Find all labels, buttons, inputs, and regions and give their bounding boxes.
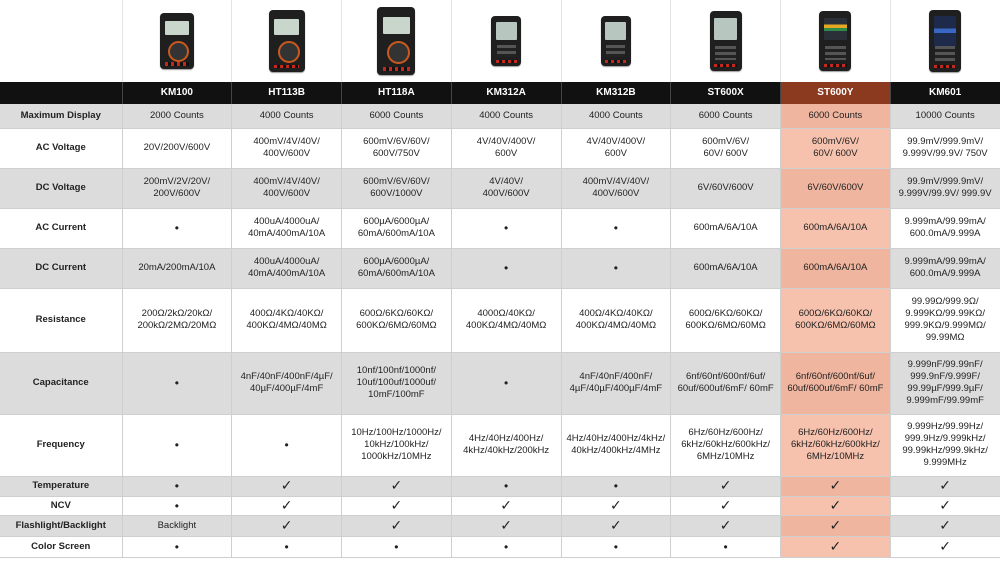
dot-icon: •: [561, 476, 671, 496]
spec-value: 6V/60V/600V: [781, 168, 891, 208]
check-icon: ✓: [232, 476, 342, 496]
dot-icon: •: [122, 208, 232, 248]
spec-value: 20mA/200mA/10A: [122, 248, 232, 288]
check-icon: ✓: [451, 515, 561, 536]
spec-value: 10Hz/100Hz/1000Hz/ 10kHz/100kHz/ 1000kHz/10MHz: [342, 414, 452, 476]
dot-icon: •: [122, 476, 232, 496]
header-blank-cell: [0, 82, 122, 104]
spec-row: [0, 128, 1000, 168]
check-icon: ✓: [561, 515, 671, 536]
corner-cell: [0, 0, 122, 82]
spec-value: 4000 Counts: [451, 104, 561, 128]
spec-value: 200mV/2V/20V/ 200V/600V: [122, 168, 232, 208]
spec-row: [0, 248, 1000, 288]
check-icon: ✓: [781, 536, 891, 557]
check-icon: ✓: [342, 496, 452, 515]
spec-value: 6000 Counts: [671, 104, 781, 128]
spec-value: 9.999nF/99.99nF/ 999.9nF/9.999F/ 99.99µF/999.9µF/ 9.999mF/99.99mF: [890, 352, 1000, 414]
spec-value: 400mV/4V/40V/ 400V/600V: [232, 168, 342, 208]
spec-value: 99.99Ω/999.9Ω/ 9.999KΩ/99.99KΩ/ 999.9KΩ/9.999MΩ/ 99.99MΩ: [890, 288, 1000, 352]
spec-value: 600Ω/6KΩ/60KΩ/ 600KΩ/6MΩ/60MΩ: [671, 288, 781, 352]
spec-value: 99.9mV/999.9mV/ 9.999V/99.9V/ 999.9V: [890, 168, 1000, 208]
spec-value: 600mV/6V/60V/ 600V/1000V: [342, 168, 452, 208]
check-icon: ✓: [671, 476, 781, 496]
dot-icon: •: [232, 536, 342, 557]
dot-icon: •: [451, 476, 561, 496]
spec-value: 600mA/6A/10A: [671, 248, 781, 288]
product-name: ST600X: [671, 82, 781, 104]
check-icon: ✓: [232, 515, 342, 536]
row-label: Color Screen: [0, 536, 122, 557]
multimeter-ht113b-icon: [269, 10, 305, 72]
dot-icon: •: [122, 536, 232, 557]
spec-value: 9.999mA/99.99mA/ 600.0mA/9.999A: [890, 248, 1000, 288]
check-icon: ✓: [781, 476, 891, 496]
spec-value: 6Hz/60Hz/600Hz/ 6kHz/60kHz/600kHz/ 6MHz/10MHz: [671, 414, 781, 476]
spec-value: 20V/200V/600V: [122, 128, 232, 168]
spec-row: [0, 515, 1000, 536]
check-icon: ✓: [671, 515, 781, 536]
spec-value: 600mA/6A/10A: [781, 208, 891, 248]
spec-value: 600mA/6A/10A: [671, 208, 781, 248]
spec-row: [0, 536, 1000, 557]
row-label: AC Current: [0, 208, 122, 248]
spec-value: 4000 Counts: [561, 104, 671, 128]
dot-icon: •: [232, 414, 342, 476]
check-icon: ✓: [451, 496, 561, 515]
spec-value: 400uA/4000uA/ 40mA/400mA/10A: [232, 208, 342, 248]
multimeter-st600y-icon: [819, 11, 851, 71]
spec-value: 400Ω/4KΩ/40KΩ/ 400KΩ/4MΩ/40MΩ: [232, 288, 342, 352]
dot-icon: •: [671, 536, 781, 557]
multimeter-km312a-icon: [491, 16, 521, 66]
product-name: KM601: [890, 82, 1000, 104]
row-label: DC Current: [0, 248, 122, 288]
row-label: Maximum Display: [0, 104, 122, 128]
check-icon: ✓: [890, 476, 1000, 496]
spec-value: 400uA/4000uA/ 40mA/400mA/10A: [232, 248, 342, 288]
check-icon: ✓: [890, 515, 1000, 536]
multimeter-km601-icon: [929, 10, 961, 72]
spec-value: 6nf/60nf/600nf/6uf/ 60uf/600uf/6mF/ 60mF: [671, 352, 781, 414]
dot-icon: •: [122, 352, 232, 414]
check-icon: ✓: [781, 496, 891, 515]
row-label: NCV: [0, 496, 122, 515]
dot-icon: •: [451, 352, 561, 414]
product-name: HT113B: [232, 82, 342, 104]
dot-icon: •: [561, 248, 671, 288]
row-label: Resistance: [0, 288, 122, 352]
check-icon: ✓: [342, 476, 452, 496]
multimeter-ht118a-icon: [377, 7, 415, 75]
spec-row: [0, 288, 1000, 352]
spec-row: [0, 168, 1000, 208]
row-label: Flashlight/Backlight: [0, 515, 122, 536]
spec-value: 6V/60V/600V: [671, 168, 781, 208]
spec-value: 600mV/6V/ 60V/ 600V: [781, 128, 891, 168]
spec-value: 600mV/6V/60V/ 600V/750V: [342, 128, 452, 168]
spec-row: [0, 352, 1000, 414]
spec-value: 600mV/6V/ 60V/ 600V: [671, 128, 781, 168]
spec-value: 10000 Counts: [890, 104, 1000, 128]
dot-icon: •: [451, 208, 561, 248]
check-icon: ✓: [232, 496, 342, 515]
check-icon: ✓: [890, 496, 1000, 515]
product-image-row: [0, 0, 1000, 82]
dot-icon: •: [561, 208, 671, 248]
spec-row: [0, 104, 1000, 128]
spec-value: 4V/40V/400V/ 600V: [451, 128, 561, 168]
row-label: Temperature: [0, 476, 122, 496]
dot-icon: •: [122, 414, 232, 476]
row-label: Frequency: [0, 414, 122, 476]
spec-row: [0, 476, 1000, 496]
dot-icon: •: [451, 536, 561, 557]
check-icon: ✓: [781, 515, 891, 536]
spec-value: 4V/40V/400V/ 600V: [561, 128, 671, 168]
spec-value: 4000 Counts: [232, 104, 342, 128]
spec-value: 4V/40V/ 400V/600V: [451, 168, 561, 208]
multimeter-st600x-icon: [710, 11, 742, 71]
spec-value: 9.999Hz/99.99Hz/ 999.9Hz/9.999kHz/ 99.99kHz/999.9kHz/ 9.999MHz: [890, 414, 1000, 476]
spec-value: 200Ω/2kΩ/20kΩ/ 200kΩ/2MΩ/20MΩ: [122, 288, 232, 352]
product-name-highlighted: ST600Y: [781, 82, 891, 104]
multimeter-km100-icon: [160, 13, 194, 69]
spec-value: 600mA/6A/10A: [781, 248, 891, 288]
spec-value: 6Hz/60Hz/600Hz/ 6kHz/60kHz/600kHz/ 6MHz/10MHz: [781, 414, 891, 476]
spec-value: 9.999mA/99.99mA/ 600.0mA/9.999A: [890, 208, 1000, 248]
spec-row: [0, 208, 1000, 248]
dot-icon: •: [122, 496, 232, 515]
spec-value: 600µA/6000µA/ 60mA/600mA/10A: [342, 248, 452, 288]
spec-value: 10nf/100nf/1000nf/ 10uf/100uf/1000uf/ 10mF/100mF: [342, 352, 452, 414]
product-name: KM100: [122, 82, 232, 104]
multimeter-km312b-icon: [601, 16, 631, 66]
check-icon: ✓: [671, 496, 781, 515]
spec-value: 400mV/4V/40V/ 400V/600V: [561, 168, 671, 208]
dot-icon: •: [561, 536, 671, 557]
product-name: HT118A: [342, 82, 452, 104]
product-name: KM312A: [451, 82, 561, 104]
spec-value: 400mV/4V/40V/ 400V/600V: [232, 128, 342, 168]
dot-icon: •: [342, 536, 452, 557]
spec-value: 600Ω/6KΩ/60KΩ/ 600KΩ/6MΩ/60MΩ: [342, 288, 452, 352]
spec-value: 4000Ω/40KΩ/ 400KΩ/4MΩ/40MΩ: [451, 288, 561, 352]
spec-value: 4nF/40nF/400nF/4µF/ 40µF/400µF/4mF: [232, 352, 342, 414]
product-name: KM312B: [561, 82, 671, 104]
product-name-row: [0, 82, 1000, 104]
spec-value: 6000 Counts: [781, 104, 891, 128]
check-icon: ✓: [561, 496, 671, 515]
row-label: DC Voltage: [0, 168, 122, 208]
spec-row: [0, 414, 1000, 476]
check-icon: ✓: [342, 515, 452, 536]
spec-value: 600Ω/6KΩ/60KΩ/ 600KΩ/6MΩ/60MΩ: [781, 288, 891, 352]
spec-value: 4Hz/40Hz/400Hz/4kHz/ 40kHz/400kHz/4MHz: [561, 414, 671, 476]
spec-value: 4nF/40nF/400nF/ 4µF/40µF/400µF/4mF: [561, 352, 671, 414]
spec-value: 99.9mV/999.9mV/ 9.999V/99.9V/ 750V: [890, 128, 1000, 168]
dot-icon: •: [451, 248, 561, 288]
spec-row: [0, 496, 1000, 515]
row-label: AC Voltage: [0, 128, 122, 168]
spec-value: 6nf/60nf/600nf/6uf/ 60uf/600uf/6mF/ 60mF: [781, 352, 891, 414]
spec-value: 2000 Counts: [122, 104, 232, 128]
spec-value: 6000 Counts: [342, 104, 452, 128]
row-label: Capacitance: [0, 352, 122, 414]
spec-value: Backlight: [122, 515, 232, 536]
check-icon: ✓: [890, 536, 1000, 557]
spec-value: 400Ω/4KΩ/40KΩ/ 400KΩ/4MΩ/40MΩ: [561, 288, 671, 352]
spec-value: 4Hz/40Hz/400Hz/ 4kHz/40kHz/200kHz: [451, 414, 561, 476]
spec-value: 600µA/6000µA/ 60mA/600mA/10A: [342, 208, 452, 248]
